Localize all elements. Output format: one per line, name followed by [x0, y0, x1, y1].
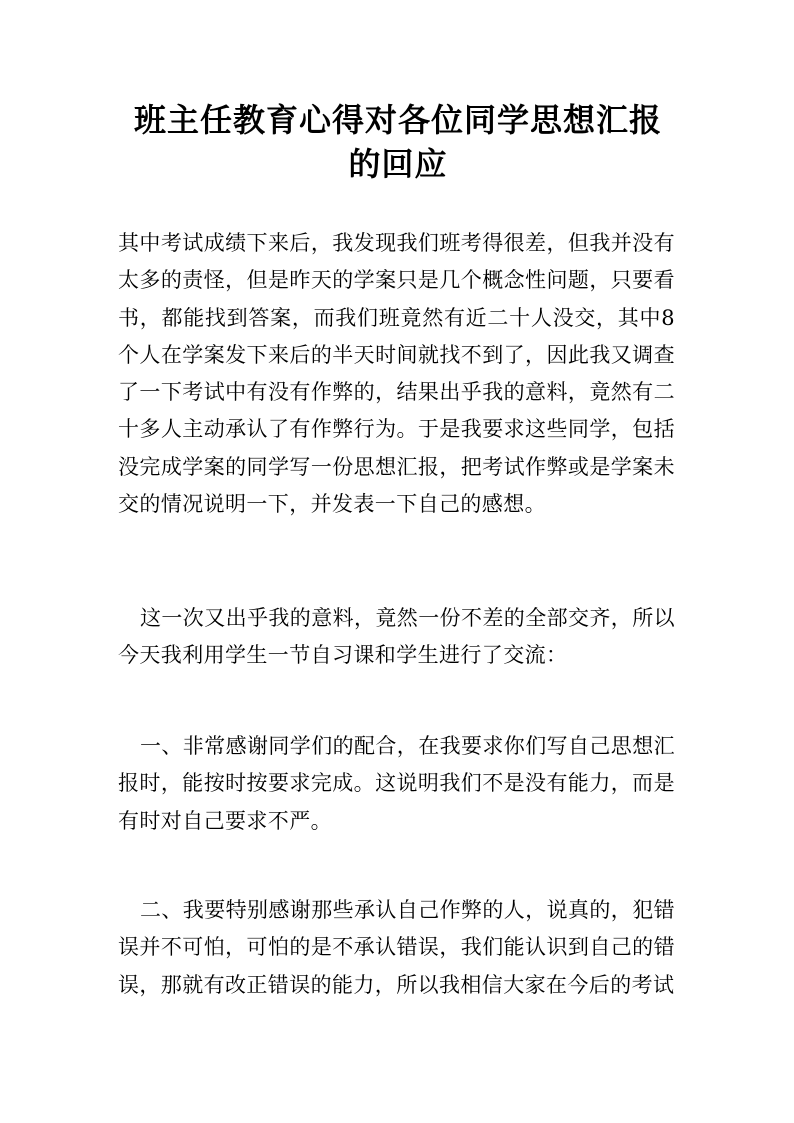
paragraph-1: 其中考试成绩下来后，我发现我们班考得很差，但我并没有太多的责怪，但是昨天的学案只是几个概念性问题，只要看书，都能找到答案，而我们班竟然有近二十人没交，其中8个人在学案发下来后的半天时间就找不到了，因此我又调查了一下考试中有没有作弊的，结果出乎我的意料，竟然有二十多人主动承认了有作弊行为。于是我要求这些同学，包括没完成学案的同学写一份思想汇报，把考试作弊或是学案未交的情况说明一下，并发表一下自己的感想。: [118, 231, 675, 517]
paragraph-4: 二、我要特别感谢那些承认自己作弊的人，说真的，犯错误并不可怕，可怕的是不承认错误，我们能认识到自己的错误，那就有改正错误的能力，所以我相信大家在今后的考试: [118, 898, 675, 997]
document-title: 班主任教育心得对各位同学思想汇报的回应: [133, 101, 662, 183]
paragraph-2: 这一次又出乎我的意料，竟然一份不差的全部交齐，所以今天我利用学生一节自习课和学生进行了交流：: [118, 606, 675, 668]
paragraph-3: 一、非常感谢同学们的配合，在我要求你们写自己思想汇报时，能按时按要求完成。这说明我们不是没有能力，而是有时对自己要求不严。: [118, 734, 675, 833]
